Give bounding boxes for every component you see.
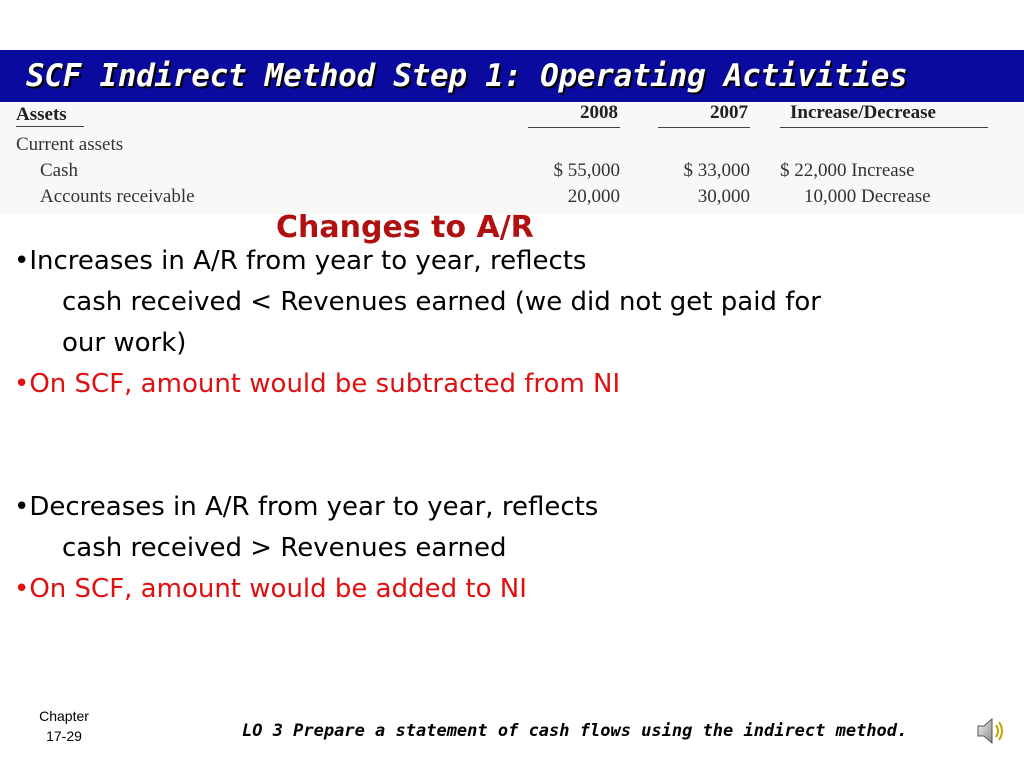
bullet-decreases-cont: cash received > Revenues earned xyxy=(62,533,507,563)
row-label-ar: Accounts receivable xyxy=(40,186,195,207)
header-underline xyxy=(528,127,620,128)
balance-sheet-table xyxy=(0,102,1024,214)
header-underline xyxy=(658,127,750,128)
chapter-number: 17-29 xyxy=(46,728,82,744)
bullet-subtracted: •On SCF, amount would be subtracted from NI xyxy=(14,369,621,399)
cell-ar-2008: 20,000 xyxy=(567,186,620,207)
title-bar xyxy=(0,50,1024,102)
cell-ar-change: 10,000 Decrease xyxy=(804,186,931,207)
header-underline xyxy=(16,126,84,127)
cell-cash-change: $ 22,000 Increase xyxy=(780,160,915,181)
bullet-added: •On SCF, amount would be added to NI xyxy=(14,574,527,604)
learning-objective: LO 3 Prepare a statement of cash flows using the indirect method. xyxy=(242,721,908,741)
bullet-increases-cont: cash received < Revenues earned (we did not get paid for xyxy=(62,287,821,317)
bullet-increases: •Increases in A/R from year to year, reflects xyxy=(14,246,587,276)
footer-chapter xyxy=(30,706,98,746)
bullet-decreases: •Decreases in A/R from year to year, reflects xyxy=(14,492,599,522)
header-assets: Assets xyxy=(16,104,67,125)
speaker-icon[interactable] xyxy=(974,714,1008,748)
header-change: Increase/Decrease xyxy=(790,102,936,123)
speaker-icon-svg xyxy=(974,714,1008,748)
cell-cash-2007: $ 33,000 xyxy=(683,160,750,181)
bullet-increases-cont: our work) xyxy=(62,328,187,358)
cell-cash-2008: $ 55,000 xyxy=(553,160,620,181)
section-current-assets: Current assets xyxy=(16,134,124,155)
header-underline xyxy=(780,127,988,128)
row-label-cash: Cash xyxy=(40,160,78,181)
chapter-label: Chapter xyxy=(39,708,89,724)
slide-title: SCF Indirect Method Step 1: Operating Activities xyxy=(26,58,908,94)
cell-ar-2007: 30,000 xyxy=(697,186,750,207)
header-2008: 2008 xyxy=(580,102,618,123)
subheading-changes-ar: Changes to A/R xyxy=(276,210,534,245)
header-2007: 2007 xyxy=(710,102,748,123)
